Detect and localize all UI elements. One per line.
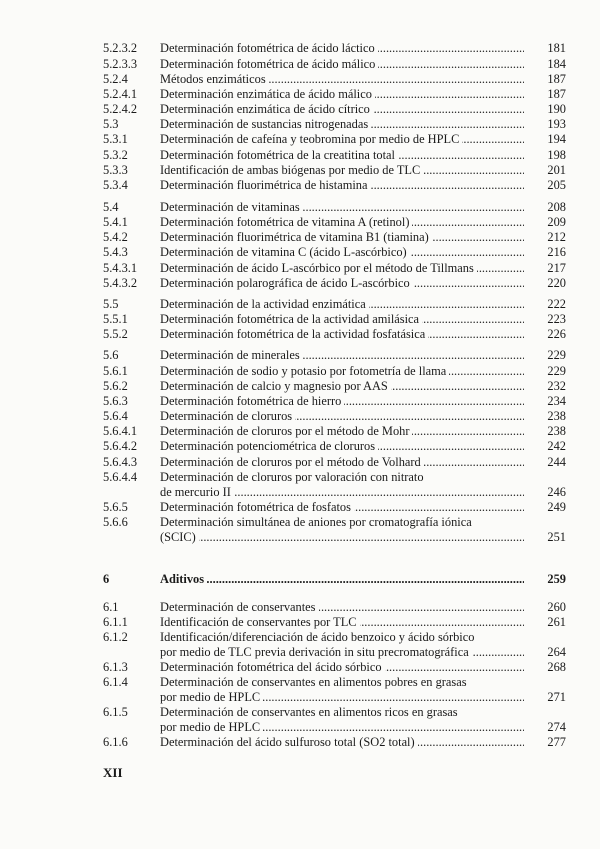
- toc-entry-title-text: Determinación enzimática de ácido cítrico: [160, 102, 373, 116]
- toc-entry-title: [160, 245, 524, 260]
- toc-entry-page: 193: [547, 117, 566, 131]
- toc-entry-title-text: Determinación fotométrica de ácido málico: [160, 57, 378, 71]
- toc-entry-page: 201: [547, 163, 566, 177]
- toc-entry-title: [160, 660, 524, 675]
- toc-entry-title-text: Determinación fotométrica de vitamina A (retinol): [160, 215, 412, 229]
- toc-entry-title-line1: Determinación simultánea de aniones por cromatografía iónica: [160, 515, 524, 530]
- toc-entry-title: [160, 600, 524, 615]
- toc-entry-number: 6: [103, 572, 110, 586]
- toc-entry-title-text: Determinación de calcio y magnesio por AAS: [160, 379, 391, 393]
- toc-entry-title: [160, 102, 524, 117]
- toc-entry-number: 5.2.3.3: [103, 57, 138, 71]
- toc-entry-title-text: Determinación fotométrica de ácido láctico: [160, 41, 378, 55]
- toc-entry-title-text: Determinación fluorimétrica de vitamina B1 (tiamina): [160, 230, 432, 244]
- toc-entry-title: [160, 675, 524, 704]
- toc-entry-page: 223: [547, 312, 566, 326]
- toc-entry-title: [160, 178, 524, 193]
- toc-entry-page: 277: [547, 735, 566, 749]
- toc-entry-page: 194: [547, 132, 566, 146]
- toc-entry-number: 6.1.3: [103, 660, 128, 674]
- toc-entry-number: 5.5.1: [103, 312, 128, 326]
- toc-entry-title-text: Determinación potenciométrica de cloruros: [160, 439, 378, 453]
- toc-entry-title: [160, 630, 524, 659]
- toc-entry-title: [160, 132, 524, 147]
- toc-entry-number: 5.6.5: [103, 500, 128, 514]
- toc-entry-page: 216: [547, 245, 566, 259]
- toc-entry-number: 5.2.3.2: [103, 41, 138, 55]
- toc-entry-title: [160, 41, 524, 56]
- toc-entry-title-text: Determinación de sustancias nitrogenadas: [160, 117, 371, 131]
- toc-entry-number: 5.6.6: [103, 515, 128, 529]
- toc-entry-page: 190: [547, 102, 566, 116]
- toc-entry-page: 249: [547, 500, 566, 514]
- toc-entry-title-text: Determinación de minerales: [160, 348, 303, 362]
- toc-entry-number: 5.2.4.2: [103, 102, 138, 116]
- toc-entry-page: 229: [547, 348, 566, 362]
- toc-entry-page: 242: [547, 439, 566, 453]
- toc-entry-page: 232: [547, 379, 566, 393]
- toc-entry-page: 212: [547, 230, 566, 244]
- toc-entry-title-text: Identificación de ambas biógenas por medio de TLC: [160, 163, 423, 177]
- toc-entry-title-line1: Determinación de conservantes en alimentos ricos en grasas: [160, 705, 524, 720]
- toc-entry-page: 209: [547, 215, 566, 229]
- toc-entry-number: 5.5: [103, 297, 119, 311]
- toc-entry-title-text: Determinación polarográfica de ácido L-ascórbico: [160, 276, 413, 290]
- toc-entry-page: 268: [547, 660, 566, 674]
- toc-entry-title: [160, 470, 524, 499]
- toc-entry-title-text: Aditivos: [160, 572, 207, 586]
- toc-entry-number: 5.6.2: [103, 379, 128, 393]
- toc-entry-page: 198: [547, 148, 566, 162]
- toc-entry-page: 229: [547, 364, 566, 378]
- toc-entry-number: 6.1.6: [103, 735, 128, 749]
- toc-entry-title: [160, 379, 524, 394]
- toc-entry-title: [160, 87, 524, 102]
- toc-entry-title-text: Métodos enzimáticos: [160, 72, 269, 86]
- toc-entry-number: 5.5.2: [103, 327, 128, 341]
- toc-entry-page: 246: [547, 484, 566, 499]
- toc-entry-page: 187: [547, 87, 566, 101]
- toc-entry-title-text: Determinación fotométrica de la actividad fosfatásica: [160, 327, 428, 341]
- toc-entry-page: 271: [547, 689, 566, 704]
- toc-entry-title-text: Determinación de cafeína y teobromina por medio de HPLC: [160, 132, 462, 146]
- toc-entry-title: [160, 705, 524, 734]
- toc-entry-number: 6.1.1: [103, 615, 128, 629]
- toc-entry-title-text: Determinación de ácido L-ascórbico por el método de Tillmans: [160, 261, 477, 275]
- toc-entry-page: 260: [547, 600, 566, 614]
- toc-entry-number: 5.3.1: [103, 132, 128, 146]
- toc-entry-title-text: Determinación de vitamina C (ácido L-ascórbico): [160, 245, 410, 259]
- toc-entry-number: 6.1.4: [103, 675, 128, 689]
- toc-entry-number: 5.2.4: [103, 72, 128, 86]
- toc-entry-title: [160, 615, 524, 630]
- toc-entry-title: [160, 72, 524, 87]
- toc-entry-title-line1: Determinación de cloruros por valoración con nitrato: [160, 470, 524, 485]
- toc-entry-page: 226: [547, 327, 566, 341]
- toc-entry-number: 5.6.1: [103, 364, 128, 378]
- toc-entry-title: [160, 117, 524, 132]
- toc-entry-page: 244: [547, 455, 566, 469]
- toc-entry-title-text: Determinación de cloruros por el método de Volhard: [160, 455, 424, 469]
- toc-entry-number: 5.3.3: [103, 163, 128, 177]
- page-number-footer: XII: [103, 765, 123, 780]
- toc-entry-title: [160, 409, 524, 424]
- toc-entry-title: [160, 735, 524, 750]
- toc-entry-number: 5.4: [103, 200, 119, 214]
- toc-entry-number: 5.4.1: [103, 215, 128, 229]
- toc-entry-title-line1: Identificación/diferenciación de ácido benzoico y ácido sórbico: [160, 630, 524, 645]
- toc-entry-title: [160, 200, 524, 215]
- toc-entry-title: [160, 394, 524, 409]
- toc-entry-page: 238: [547, 424, 566, 438]
- toc-entry-page: 184: [547, 57, 566, 71]
- toc-entry-title-text: Determinación del ácido sulfuroso total (SO2 total): [160, 735, 418, 749]
- toc-entry-title: [160, 439, 524, 454]
- toc-entry-title: [160, 312, 524, 327]
- toc-entry-number: 5.6.3: [103, 394, 128, 408]
- toc-entry-title: [160, 424, 524, 439]
- toc-entry-title: [160, 327, 524, 342]
- toc-entry-title: [160, 515, 524, 544]
- toc-entry-title-line2: por medio de HPLC: [160, 720, 263, 734]
- toc-entry-number: 5.6.4.4: [103, 470, 138, 484]
- toc-entry-number: 5.4.3: [103, 245, 128, 259]
- toc-entry-page: 251: [547, 529, 566, 544]
- toc-entry-page: 259: [547, 572, 566, 586]
- toc-entry-page: 234: [547, 394, 566, 408]
- toc-entry-title: [160, 276, 524, 291]
- toc-entry-title-text: Determinación enzimática de ácido málico: [160, 87, 375, 101]
- toc-entry-title-line1: Determinación de conservantes en alimentos pobres en grasas: [160, 675, 524, 690]
- toc-entry-page: 181: [547, 41, 566, 55]
- toc-entry-title: [160, 297, 524, 312]
- toc-entry-title-text: Determinación fluorimétrica de histamina: [160, 178, 370, 192]
- toc-entry-title-line2: (SCIC): [160, 530, 199, 544]
- toc-entry-title-text: Determinación fotométrica de hierro: [160, 394, 344, 408]
- toc-entry-title-text: Determinación de la actividad enzimática: [160, 297, 369, 311]
- toc-entry-title: [160, 230, 524, 245]
- toc-entry-number: 5.6: [103, 348, 119, 362]
- toc-entry-page: 208: [547, 200, 566, 214]
- toc-entry-page: 261: [547, 615, 566, 629]
- toc-entry-title: [160, 57, 524, 72]
- toc-entry-title-text: Determinación fotométrica de la creatitina total: [160, 148, 398, 162]
- toc-entry-number: 5.3: [103, 117, 119, 131]
- toc-entry-number: 5.6.4.1: [103, 424, 138, 438]
- toc-entry-title: [160, 364, 524, 379]
- toc-entry-title: [160, 215, 524, 230]
- toc-entry-title: [160, 163, 524, 178]
- toc-entry-title-text: Determinación de vitaminas: [160, 200, 303, 214]
- toc-entry-title: [160, 148, 524, 163]
- toc-entry-page: 220: [547, 276, 566, 290]
- toc-entry-title-text: Determinación fotométrica de la actividad amilásica: [160, 312, 422, 326]
- toc-entry-number: 5.4.3.2: [103, 276, 138, 290]
- toc-entry-number: 5.6.4.3: [103, 455, 138, 469]
- toc-entry-title: [160, 261, 524, 276]
- toc-entry-title: [160, 455, 524, 470]
- toc-entry-page: 238: [547, 409, 566, 423]
- toc-entry-title: [160, 348, 524, 363]
- toc-entry-title-line2: por medio de TLC previa derivación in situ precromatográfica: [160, 645, 472, 659]
- toc-entry-number: 5.6.4: [103, 409, 128, 423]
- toc-entry-page: 217: [547, 261, 566, 275]
- toc-entry-page: 187: [547, 72, 566, 86]
- toc-entry-title-text: Determinación de conservantes: [160, 600, 319, 614]
- toc-entry-title: [160, 500, 524, 515]
- toc-entry-page: 205: [547, 178, 566, 192]
- toc-entry-title-line2: por medio de HPLC: [160, 690, 263, 704]
- toc-entry-title-text: Identificación de conservantes por TLC: [160, 615, 360, 629]
- toc-entry-title: [160, 572, 524, 587]
- toc-entry-title-line2: de mercurio II: [160, 485, 234, 499]
- toc-entry-title-text: Determinación de cloruros: [160, 409, 295, 423]
- toc-entry-page: 264: [547, 644, 566, 659]
- toc-entry-page: 222: [547, 297, 566, 311]
- toc-entry-number: 6.1.5: [103, 705, 128, 719]
- toc-entry-title-text: Determinación fotométrica de fosfatos: [160, 500, 354, 514]
- toc-entry-number: 6.1.2: [103, 630, 128, 644]
- toc-entry-title-text: Determinación fotométrica del ácido sórbico: [160, 660, 385, 674]
- toc-entry-number: 5.4.3.1: [103, 261, 138, 275]
- toc-entry-number: 5.2.4.1: [103, 87, 138, 101]
- toc-entry-title-text: Determinación de cloruros por el método de Mohr: [160, 424, 412, 438]
- toc-entry-number: 5.3.4: [103, 178, 128, 192]
- toc-entry-number: 5.6.4.2: [103, 439, 138, 453]
- toc-entry-page: 274: [547, 719, 566, 734]
- toc-entry-number: 5.3.2: [103, 148, 128, 162]
- toc-entry-number: 5.4.2: [103, 230, 128, 244]
- toc-entry-title-text: Determinación de sodio y potasio por fotometría de llama: [160, 364, 449, 378]
- toc-entry-number: 6.1: [103, 600, 119, 614]
